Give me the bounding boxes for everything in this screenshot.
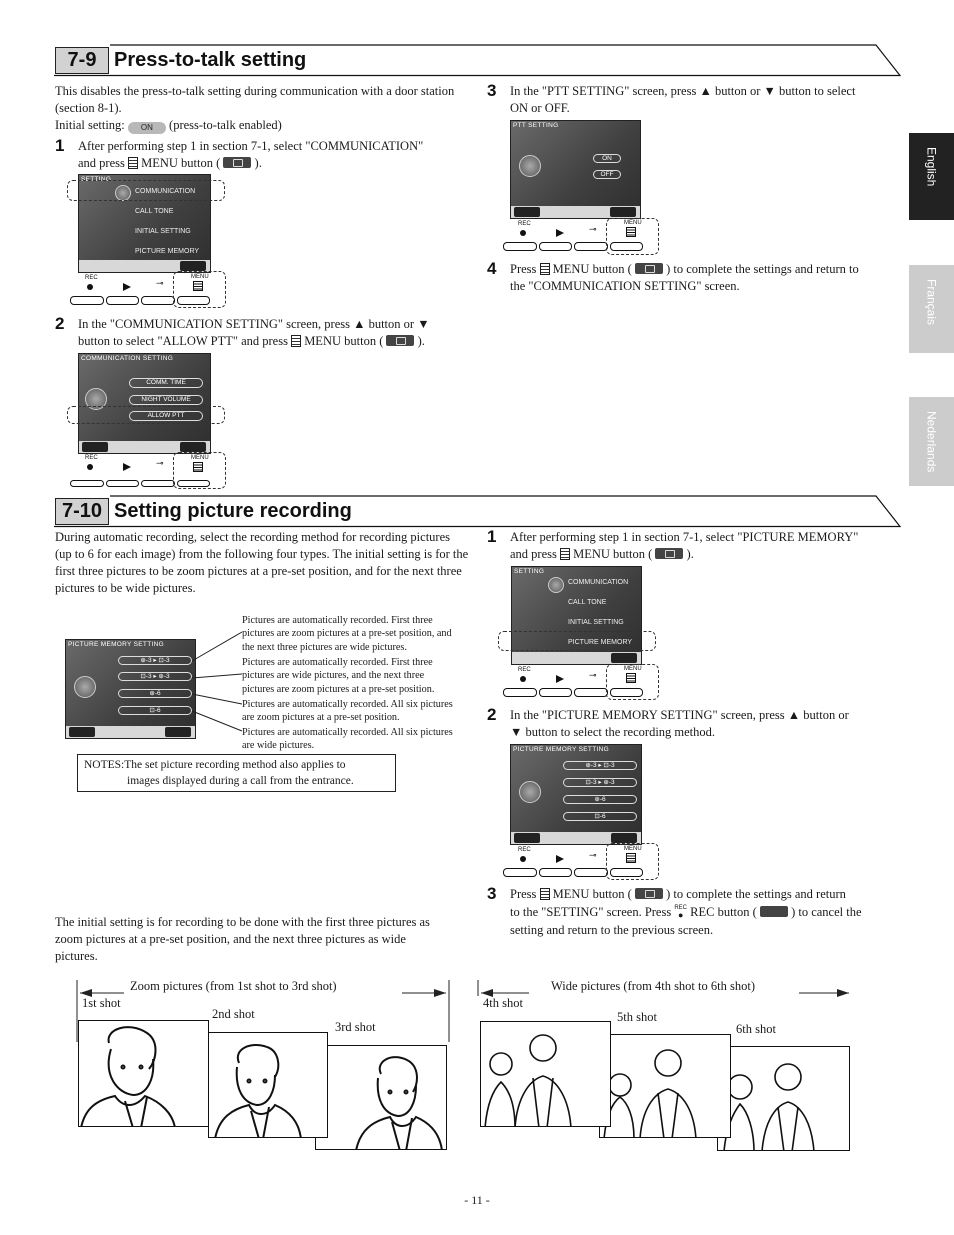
screen-bottom-bar [511,206,640,218]
rec-dot-icon [87,464,93,470]
highlight-box [67,406,225,424]
rec-label: REC [518,667,531,673]
shot-5-image [599,1034,731,1138]
step-number: 1 [487,527,497,546]
play-icon [556,855,564,863]
t: ) to complete the settings and return to [666,262,859,276]
step-line: In the "COMMUNICATION SETTING" screen, press ▲ button or ▼ [78,317,430,331]
back-button-icon [760,906,788,917]
step-line [510,261,905,278]
menu-icon [128,157,138,169]
t: and press [78,156,125,170]
t: COMM. TIME [146,379,186,386]
step-line [510,886,905,904]
menu-item-communication[interactable]: COMMUNICATION [135,188,196,195]
menu-item-communication[interactable]: COMMUNICATION [568,579,629,586]
t: MENU button ( [552,262,632,276]
step-number: 1 [55,136,65,155]
step-line [78,333,473,350]
t: ). [686,547,694,561]
notes-box [77,754,396,792]
t: Press [510,887,537,901]
camera-button-icon [386,335,414,346]
key-icon: ⊸ [156,279,164,289]
on-button-icon: ON [128,122,166,134]
intro-line: This disables the press-to-talk setting during communication with a door station (section 8-1). [55,84,455,115]
option-zoom-then-wide[interactable]: ⊕-3 ▸ ⊡-3 [118,656,192,665]
note-line: images displayed during a call from the entrance. [127,774,354,787]
tab-francais[interactable]: Français [909,265,954,353]
option-comm-time[interactable] [129,378,203,388]
step-line: After performing step 1 in section 7-1, select "PICTURE MEMORY" [510,530,859,544]
rec-dot-icon [520,676,526,682]
menu-item-call-tone[interactable]: CALL TONE [135,208,174,215]
step-text [510,886,905,939]
picture-memory-setting-screen [510,744,642,845]
screen-bottom-bar [512,652,641,664]
rec-dot-icon [520,856,526,862]
option-zoom-all[interactable]: ⊕-6 [563,795,637,804]
play-icon [556,229,564,237]
speaker-icon [519,155,541,177]
option-off[interactable]: OFF [593,170,621,179]
intro-text: During automatic recording, select the recording method for recording pictures (up to 6 for each image) from the following four types. The initial setting is for the first three pictures to be zoom pictures at a pre-set position, and for the next three pictures to be wide pictures. [55,530,469,595]
t: to the "SETTING" screen. Press [510,904,672,919]
shot-4-image [480,1021,611,1127]
annotation-lines [190,614,245,744]
picture-memory-setting-screen [65,639,196,739]
step-line: In the "PICTURE MEMORY SETTING" screen, press ▲ button or [510,708,849,722]
camera-button-icon [635,263,663,274]
option-zoom-then-wide[interactable]: ⊕-3 ▸ ⊡-3 [563,761,637,770]
t: ) to cancel the [791,904,862,919]
shot-label: 1st shot [82,996,121,1010]
t: MENU button ( [573,547,653,561]
option-wide-then-zoom[interactable]: ⊡-3 ▸ ⊕-3 [563,778,637,787]
key-icon: ⊸ [589,671,597,681]
annotation-zoom-all: Pictures are automatically recorded. All six pictures are zoom pictures at a pre-set position. [242,699,453,724]
screen-header: SETTING [514,568,545,575]
step-line: After performing step 1 in section 7-1, select "COMMUNICATION" [78,139,424,153]
page-number: - 11 - [464,1193,490,1207]
step-line: In the "PTT SETTING" screen, press ▲ button or ▼ button to select [510,84,856,98]
menu-icon [291,335,301,347]
person-drawing [209,1033,328,1138]
section-7-9-header [54,44,902,76]
shot-2-image [208,1032,328,1138]
shot-3-image [315,1045,447,1150]
step-line: ▼ button to select the recording method. [510,725,716,739]
film-icon [74,676,96,698]
menu-label: MENU [191,455,209,461]
screen-header: PICTURE MEMORY SETTING [513,746,609,753]
t: NIGHT VOLUME [141,396,191,403]
rec-dot-icon [87,284,93,290]
option-wide-then-zoom[interactable]: ⊡-3 ▸ ⊕-3 [118,672,192,681]
highlight-box [67,180,225,201]
t: button to select "ALLOW PTT" and press [78,334,288,348]
rec-label: REC [518,847,531,853]
ok-button[interactable] [180,442,206,452]
t: and press [510,547,557,561]
people-drawing [600,1035,731,1138]
t: REC button ( [690,904,757,919]
screen-bottom-bar [66,726,195,738]
t: ). [417,334,425,348]
section-7-10-header [54,495,902,527]
person-drawing [316,1046,447,1150]
annotation-zoom-then-wide: Pictures are automatically recorded. First three pictures are zoom pictures at a pre-set position, and the next three pictures are wide pictures. [242,615,452,653]
screen-header: COMMUNICATION SETTING [81,355,174,362]
highlight-box [606,218,659,255]
step-text [510,83,905,117]
key-icon: ⊸ [589,851,597,861]
step-number: 3 [487,81,497,100]
back-button[interactable] [514,833,540,843]
highlight-box [173,271,226,308]
menu-item-call-tone[interactable]: CALL TONE [568,599,607,606]
step-line: ON or OFF. [510,101,570,115]
step-number: 2 [487,705,497,724]
people-drawing [718,1047,850,1151]
shot-label: 4th shot [483,996,523,1010]
communication-setting-screen [78,353,211,454]
annotation-wide-all: Pictures are automatically recorded. All six pictures are wide pictures. [242,727,453,752]
option-wide-all[interactable]: ⊡-6 [118,706,192,715]
rec-label: REC [85,275,98,281]
menu-item-picture-memory[interactable]: PICTURE MEMORY [135,248,200,255]
initial-label: Initial setting: [55,118,125,132]
t: ALLOW PTT [147,412,185,419]
menu-icon [540,888,550,900]
step-text [510,529,905,563]
menu-label: MENU [191,274,209,280]
key-icon: ⊸ [156,459,164,469]
rec-label: REC [518,221,531,227]
play-icon [123,283,131,291]
highlight-box [606,843,659,880]
highlight-box [606,664,659,700]
step-line: the "COMMUNICATION SETTING" screen. [510,279,740,293]
screen-header: SETTING [81,176,112,183]
menu-item-initial-setting[interactable]: INITIAL SETTING [135,228,191,235]
option-wide-all[interactable]: ⊡-6 [563,812,637,821]
camera-button-icon [223,157,251,168]
back-button[interactable] [82,442,108,452]
people-drawing [481,1022,611,1127]
step-line [510,904,905,922]
step-text [510,261,905,295]
step-number: 2 [55,314,65,333]
option-on[interactable]: ON [593,154,621,163]
tab-nederlands[interactable]: Nederlands [909,397,954,486]
step-line: setting and return to the previous screen. [510,922,714,937]
rec-label: REC [85,455,98,461]
option-zoom-all[interactable]: ⊕-6 [118,689,192,698]
shot-6-image [717,1046,850,1151]
shot-label: 3rd shot [335,1020,376,1034]
camera-button-icon [635,888,663,899]
shot-label: 2nd shot [212,1007,255,1021]
menu-label: MENU [624,846,642,852]
step-text [510,707,905,741]
t: MENU button ( [141,156,221,170]
note-line: NOTES:The set picture recording method also applies to [84,759,346,771]
menu-item-initial-setting[interactable]: INITIAL SETTING [568,619,624,626]
ok-button[interactable] [180,261,206,271]
section-number: 7-9 [55,47,109,74]
ptt-setting-screen [510,120,641,219]
zoom-caption: Zoom pictures (from 1st shot to 3rd shot) [130,979,337,993]
t: MENU button ( [552,887,632,901]
play-icon [556,675,564,683]
menu-label: MENU [624,666,642,672]
section-number: 7-10 [55,498,109,525]
t: MENU button ( [304,334,384,348]
t: ) to complete the settings and return [666,887,846,901]
tab-english[interactable]: English [909,133,954,220]
menu-icon [560,548,570,560]
initial-setting-text: The initial setting is for recording to be done with the first three pictures as zoom pictures at a pre-set position, and the next three pictures as wide pictures. [55,915,430,963]
shot-label: 6th shot [736,1022,776,1036]
step-text [78,138,473,172]
menu-label: MENU [624,220,642,226]
rec-mini-label: REC [674,904,688,911]
ok-button[interactable] [611,653,637,663]
option-night-volume[interactable] [129,395,203,405]
key-icon: ⊸ [589,225,597,235]
speaker-icon [548,577,564,593]
play-icon [123,463,131,471]
step-line [510,546,905,563]
menu-icon [540,263,550,275]
step-line [78,155,473,172]
initial-note: (press-to-talk enabled) [169,118,282,132]
section-title: Setting picture recording [114,500,352,522]
camera-button-icon [655,548,683,559]
screen-header: PICTURE MEMORY SETTING [68,641,164,648]
highlight-box [498,631,656,651]
t: Press [510,262,537,276]
ok-button[interactable] [610,207,636,217]
annotation-wide-then-zoom: Pictures are automatically recorded. First three pictures are wide pictures, and the next three pictures are zoom pictures at a pre-set position. [242,657,435,695]
ok-button[interactable] [165,727,191,737]
step-number: 3 [487,884,497,903]
person-drawing [79,1021,209,1127]
ok-button[interactable] [611,833,637,843]
wide-caption: Wide pictures (from 4th shot to 6th shot) [551,979,755,993]
step-number: 4 [487,259,497,278]
menu-item-picture-memory[interactable]: PICTURE MEMORY [568,639,633,646]
film-icon [519,781,541,803]
step-text [78,316,473,350]
initial-setting-line [55,117,467,134]
rec-icon: REC ● [674,904,688,920]
intro-text [55,83,467,134]
t: ). [254,156,262,170]
shot-1-image [78,1020,209,1127]
shot-label: 5th shot [617,1010,657,1024]
highlight-box [173,452,226,489]
back-button[interactable] [69,727,95,737]
screen-header: PTT SETTING [513,122,559,129]
section-title: Press-to-talk setting [114,49,307,71]
rec-dot-icon [520,230,526,236]
back-button[interactable] [514,207,540,217]
